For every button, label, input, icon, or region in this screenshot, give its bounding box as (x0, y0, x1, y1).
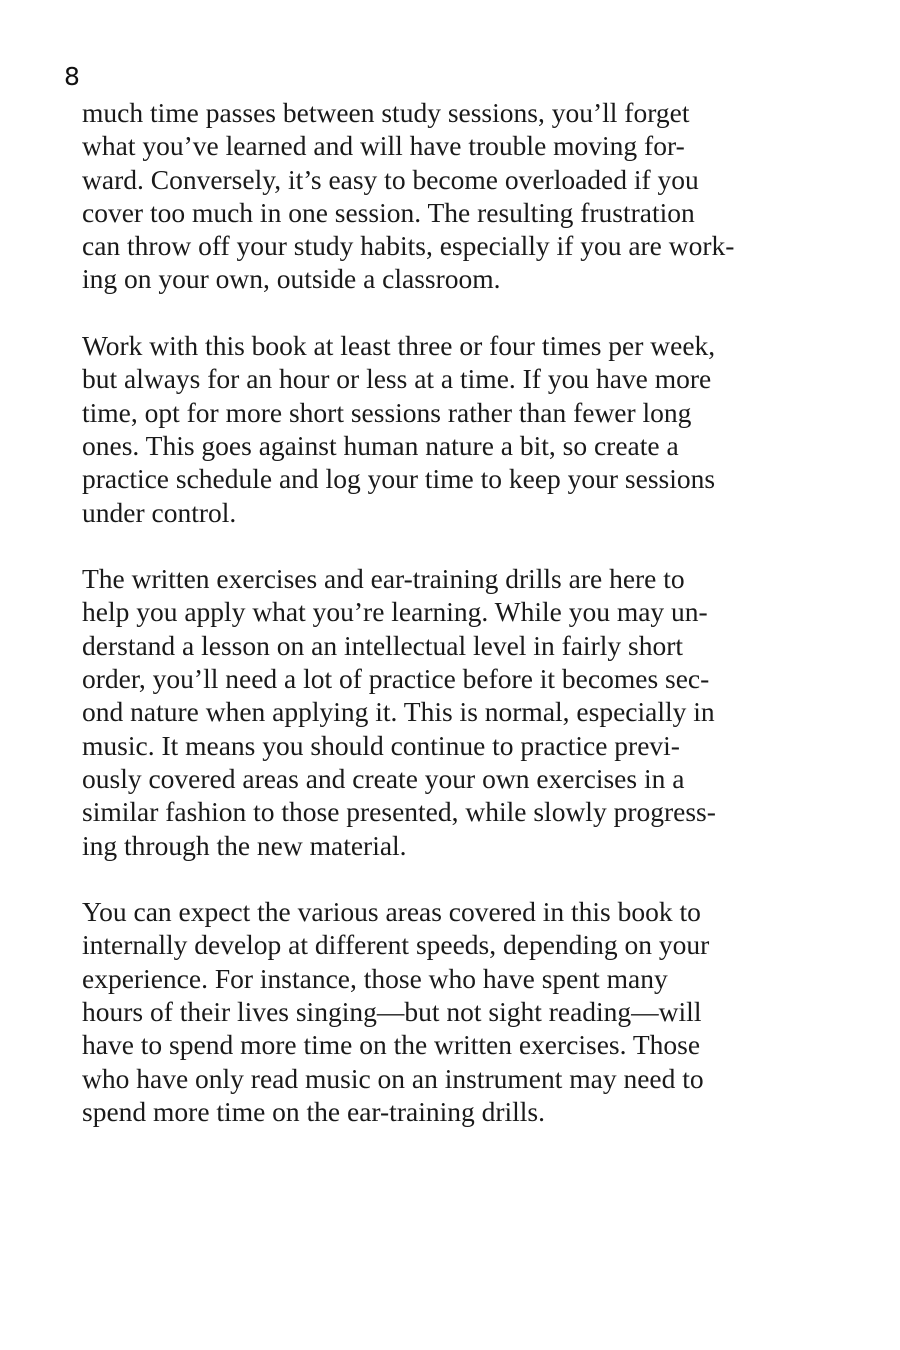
text-line: ously covered areas and create your own exercises in a (82, 762, 685, 794)
text-line: experience. For instance, those who have spent many (82, 962, 668, 994)
text-line: help you apply what you’re learning. While you may un- (82, 596, 708, 628)
text-line: have to spend more time on the written exercises. Those (82, 1029, 701, 1061)
text-line: ones. This goes against human nature a bit, so create a (82, 429, 679, 461)
text-line: The written exercises and ear-training drills are here to (82, 563, 685, 595)
text-line: ond nature when applying it. This is normal, especially in (82, 696, 715, 728)
paragraph-1 (82, 96, 842, 296)
text-line: spend more time on the ear-training drills. (82, 1095, 546, 1127)
body-text (82, 96, 842, 1162)
text-line: derstand a lesson on an intellectual level in fairly short (82, 629, 683, 661)
text-line: ward. Conversely, it’s easy to become overloaded if you (82, 163, 699, 195)
text-line: ing through the new material. (82, 829, 407, 861)
text-line: under control. (82, 496, 237, 528)
paragraph-3 (82, 562, 842, 862)
text-line: internally develop at different speeds, depending on your (82, 929, 710, 961)
paragraph-2 (82, 329, 842, 529)
text-line: ing on your own, outside a classroom. (82, 263, 501, 295)
text-line: You can expect the various areas covered in this book to (82, 896, 701, 928)
page-number: 8 (64, 62, 80, 91)
text-line: cover too much in one session. The resulting frustration (82, 196, 695, 228)
text-line: order, you’ll need a lot of practice before it becomes sec- (82, 663, 710, 695)
text-line: but always for an hour or less at a time. If you have more (82, 363, 712, 395)
text-line: practice schedule and log your time to keep your sessions (82, 463, 716, 495)
text-line: Work with this book at least three or four times per week, (82, 330, 716, 362)
text-line: can throw off your study habits, especially if you are work- (82, 230, 735, 262)
text-line: much time passes between study sessions, you’ll forget (82, 97, 690, 128)
paragraph-4 (82, 895, 842, 1128)
text-line: time, opt for more short sessions rather than fewer long (82, 396, 692, 428)
text-line: hours of their lives singing—but not sight reading—will (82, 996, 702, 1028)
text-line: who have only read music on an instrument may need to (82, 1062, 704, 1094)
text-line: similar fashion to those presented, while slowly progress- (82, 796, 716, 828)
text-line: what you’ve learned and will have trouble moving for- (82, 130, 685, 162)
text-line: music. It means you should continue to practice previ- (82, 729, 680, 761)
